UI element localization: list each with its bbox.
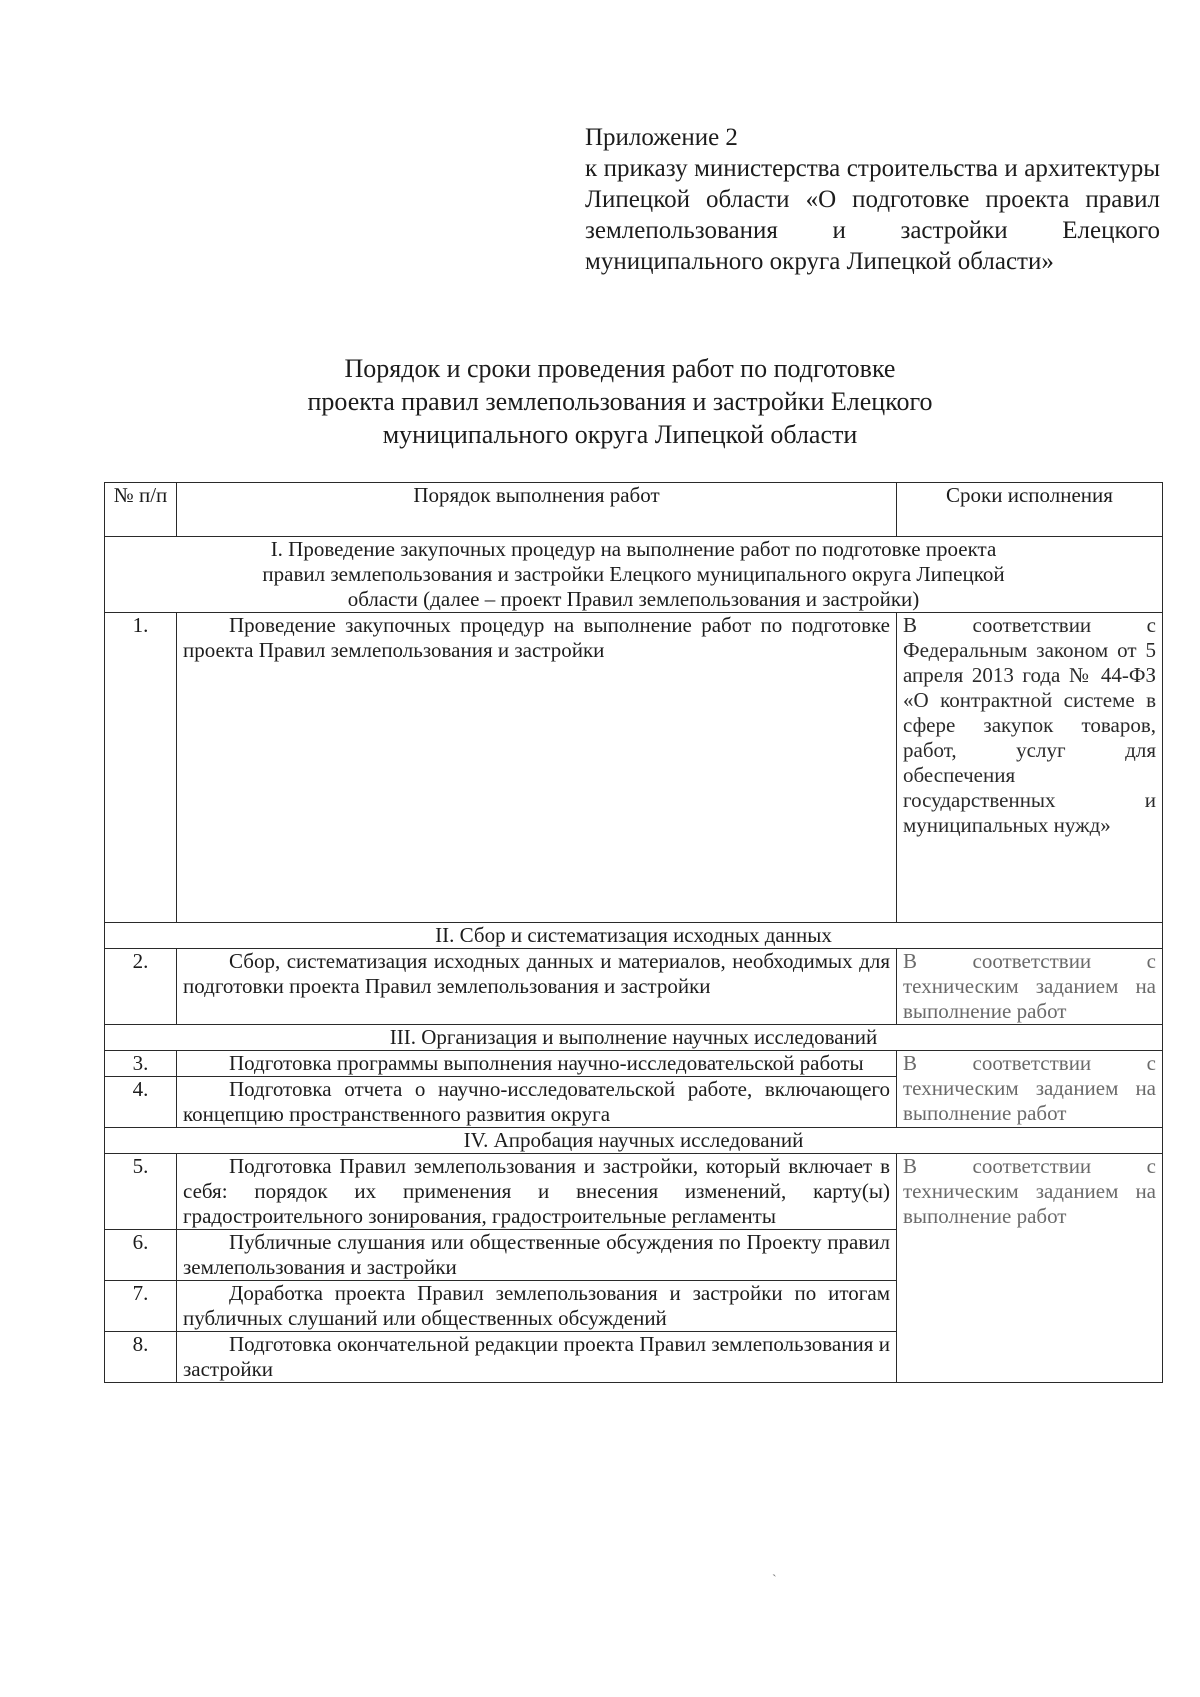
section-title-2: II. Сбор и систематизация исходных данных [105,923,1163,949]
table-row [105,613,1163,923]
row-work: Подготовка программы выполнения научно-исследовательской работы [177,1051,897,1077]
row-work: Сбор, систематизация исходных данных и материалов, необходимых для подготовки проекта Правил землепользования и застройки [177,949,897,1025]
row-deadline: В соответствии с техническим заданием на выполнение работ [897,1154,1163,1383]
header-work: Порядок выполнения работ [177,483,897,537]
row-deadline: В соответствии с Федеральным законом от 5 апреля 2013 года № 44-ФЗ «О контрактной системе в сфере закупок товаров, работ, услуг для обеспечения государственных и муниципальных нужд» [897,613,1163,923]
section-title-4: IV. Апробация научных исследований [105,1128,1163,1154]
section-row [105,1025,1163,1051]
section-row [105,537,1163,613]
section-row [105,1128,1163,1154]
row-number: 8. [105,1332,177,1383]
row-work: Проведение закупочных процедур на выполнение работ по подготовке проекта Правил землепользования и застройки [177,613,897,923]
scan-speck-mark: ˋ [772,1573,777,1588]
header-deadline: Сроки исполнения [897,483,1163,537]
work-schedule-table [104,482,1163,1383]
row-number: 3. [105,1051,177,1077]
section-title-3: III. Организация и выполнение научных исследований [105,1025,1163,1051]
document-title-line-1: Порядок и сроки проведения работ по подготовке [344,354,896,383]
appendix-block [585,122,1160,277]
table-row [105,949,1163,1025]
table-row [105,1051,1163,1077]
row-work: Подготовка окончательной редакции проекта Правил землепользования и застройки [177,1332,897,1383]
document-title-line-3: муниципального округа Липецкой области [382,420,858,449]
row-number: 2. [105,949,177,1025]
row-work: Доработка проекта Правил землепользования и застройки по итогам публичных слушаний или общественных обсуждений [177,1281,897,1332]
row-number: 7. [105,1281,177,1332]
appendix-body: к приказу министерства строительства и архитектуры Липецкой области «О подготовке проекта правил землепользования и застройки Елецкого муниципального округа Липецкой области» [585,155,1160,275]
table-row [105,1154,1163,1230]
document-title [230,352,1010,451]
row-number: 4. [105,1077,177,1128]
row-number: 6. [105,1230,177,1281]
row-number: 1. [105,613,177,923]
row-deadline: В соответствии с техническим заданием на выполнение работ [897,949,1163,1025]
header-number: № п/п [105,483,177,537]
row-number: 5. [105,1154,177,1230]
row-work: Публичные слушания или общественные обсуждения по Проекту правил землепользования и застройки [177,1230,897,1281]
row-deadline: В соответствии с техническим заданием на выполнение работ [897,1051,1163,1128]
document-title-line-2: проекта правил землепользования и застройки Елецкого [307,387,933,416]
appendix-title: Приложение 2 [585,124,738,151]
section-row [105,923,1163,949]
section-title-1: I. Проведение закупочных процедур на выполнение работ по подготовке проекта правил землепользования и застройки Елецкого муниципального округа Липецкой области (далее – проект Правил землепользования и застройки) [105,537,1163,613]
table-header-row [105,483,1163,537]
row-work: Подготовка отчета о научно-исследовательской работе, включающего концепцию пространственного развития округа [177,1077,897,1128]
row-work: Подготовка Правил землепользования и застройки, который включает в себя: порядок их применения и внесения изменений, карту(ы) градостроительного зонирования, градостроительные регламенты [177,1154,897,1230]
